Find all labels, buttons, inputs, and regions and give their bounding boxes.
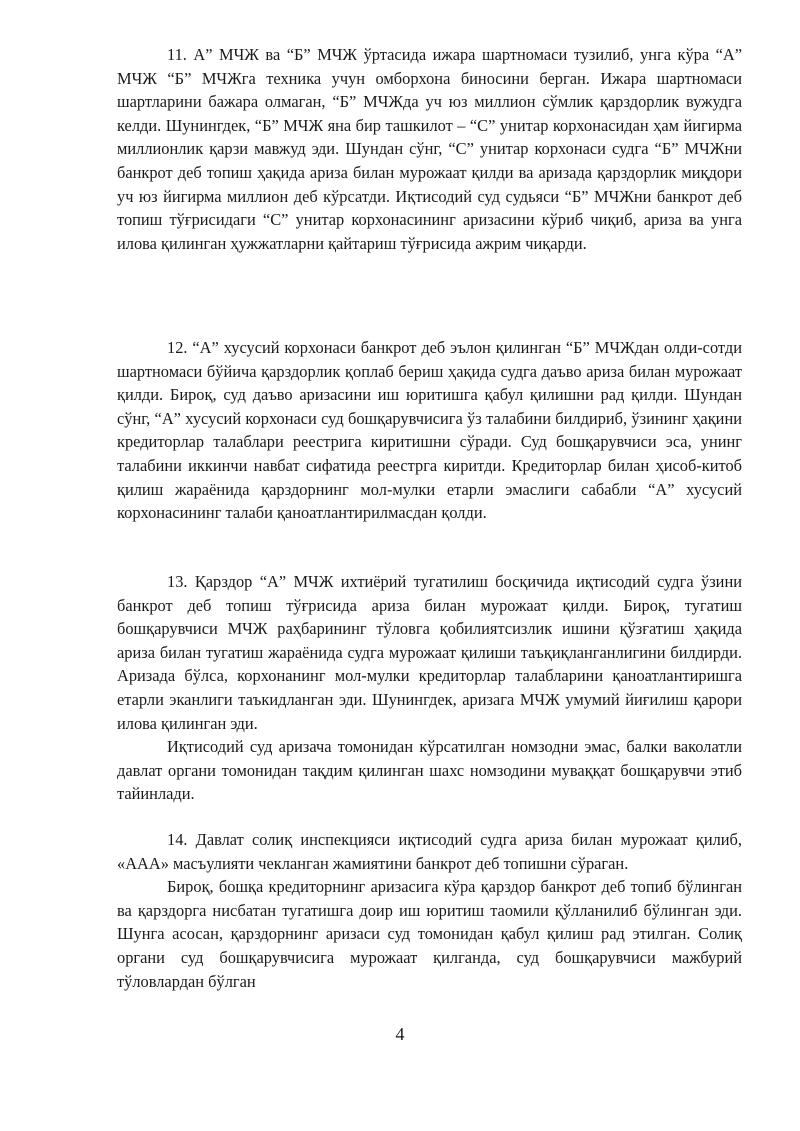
page-number: 4 xyxy=(395,1024,405,1044)
case-12 xyxy=(117,336,742,525)
paragraph-case-13-part-1: 13. Қарздор “А” МЧЖ ихтиёрий тугатилиш босқичида иқтисодий судга ўзини банкрот деб топиш тўғрисида ариза билан мурожаат қилди. Бироқ, тугатиш бошқарувчиси МЧЖ раҳбарининг тўловга қобилиятсизлик ишини қўзғатиш ҳақида ариза билан тугатиш жараёнида судга мурожаат қилиши таъқиқланганлигини билдирди. Аризада бўлса, корхонанинг мол-мулки кредиторлар талабларини қаноатлантиришга етарли эканлиги таъкидланган эди. Шунингдек, аризага МЧЖ умумий йиғилиш қарори илова қилинган эди. xyxy=(117,572,742,733)
paragraph-case-12: 12. “А” хусусий корхонаси банкрот деб эълон қилинган “Б” МЧЖдан олди-сотди шартномаси бўйича қарздорлик қоплаб бериш ҳақида судга даъво ариза билан мурожаат қилди. Бироқ, суд даъво аризасини иш юритишга қабул қилишни рад қилди. Шундан сўнг, “А” хусусий корхонаси суд бошқарувчисига ўз талабини билдириб, ўзининг ҳақини кредиторлар талаблари реестрига киритишни сўради. Суд бошқарувчиси эса, унинг талабини иккинчи навбат сифатида реестрга киритди. Кредиторлар билан ҳисоб-китоб қилиш жараёнида қарздорнинг мол-мулки етарли эмаслиги сабабли “А” хусусий корхонасининг талаби қаноатлантирилмасдан қолди. xyxy=(117,338,742,523)
case-14 xyxy=(117,828,742,993)
case-11 xyxy=(117,43,742,255)
paragraph-case-11: 11. А” МЧЖ ва “Б” МЧЖ ўртасида ижара шартномаси тузилиб, унга кўра “А” МЧЖ “Б” МЧЖга техника учун омборхона биносини берган. Ижара шартномаси шартларини бажара олмаган, “Б” МЧЖда уч юз миллион сўмлик қарздорлик вужудга келди. Шунингдек, “Б” МЧЖ яна бир ташкилот – “С” унитар корхонасидан ҳам йигирма миллионлик қарзи мавжуд эди. Шундан сўнг, “С” унитар корхонаси судга “Б” МЧЖни банкрот деб топиш ҳақида ариза билан мурожаат қилди ва аризада қарздорлик миқдори уч юз йигирма миллион деб кўрсатди. Иқтисодий суд судьяси “Б” МЧЖни банкрот деб топиш тўғрисидаги “С” унитар корхонасининг аризасини кўриб чиқиб, ариза ва унга илова қилинган ҳужжатларни қайтариш тўғрисида ажрим чиқарди. xyxy=(117,45,742,253)
case-13 xyxy=(117,570,742,806)
paragraph-case-13-part-2: Иқтисодий суд аризача томонидан кўрсатилган номзодни эмас, балки ваколатли давлат органи томонидан тақдим қилинган шахс номзодини муваққат бошқарувчи этиб тайинлади. xyxy=(117,737,742,804)
paragraph-case-14-part-1: 14. Давлат солиқ инспекцияси иқтисодий судга ариза билан мурожаат қилиб, «ААА» масъулияти чекланган жамиятини банкрот деб топишни сўраган. xyxy=(117,830,742,873)
paragraph-case-14-part-2: Бироқ, бошқа кредиторнинг аризасига кўра қарздор банкрот деб топиб бўлинган ва қарздорга нисбатан тугатишга доир иш юритиш таомили қўлланилиб бўлинган эди. Шунга асосан, қарздорнинг аризаси суд томонидан қабул қилиш рад этилган. Солиқ органи суд бошқарувчисига мурожаат қилганда, суд бошқарувчиси мажбурий тўловлардан бўлган xyxy=(117,877,742,991)
